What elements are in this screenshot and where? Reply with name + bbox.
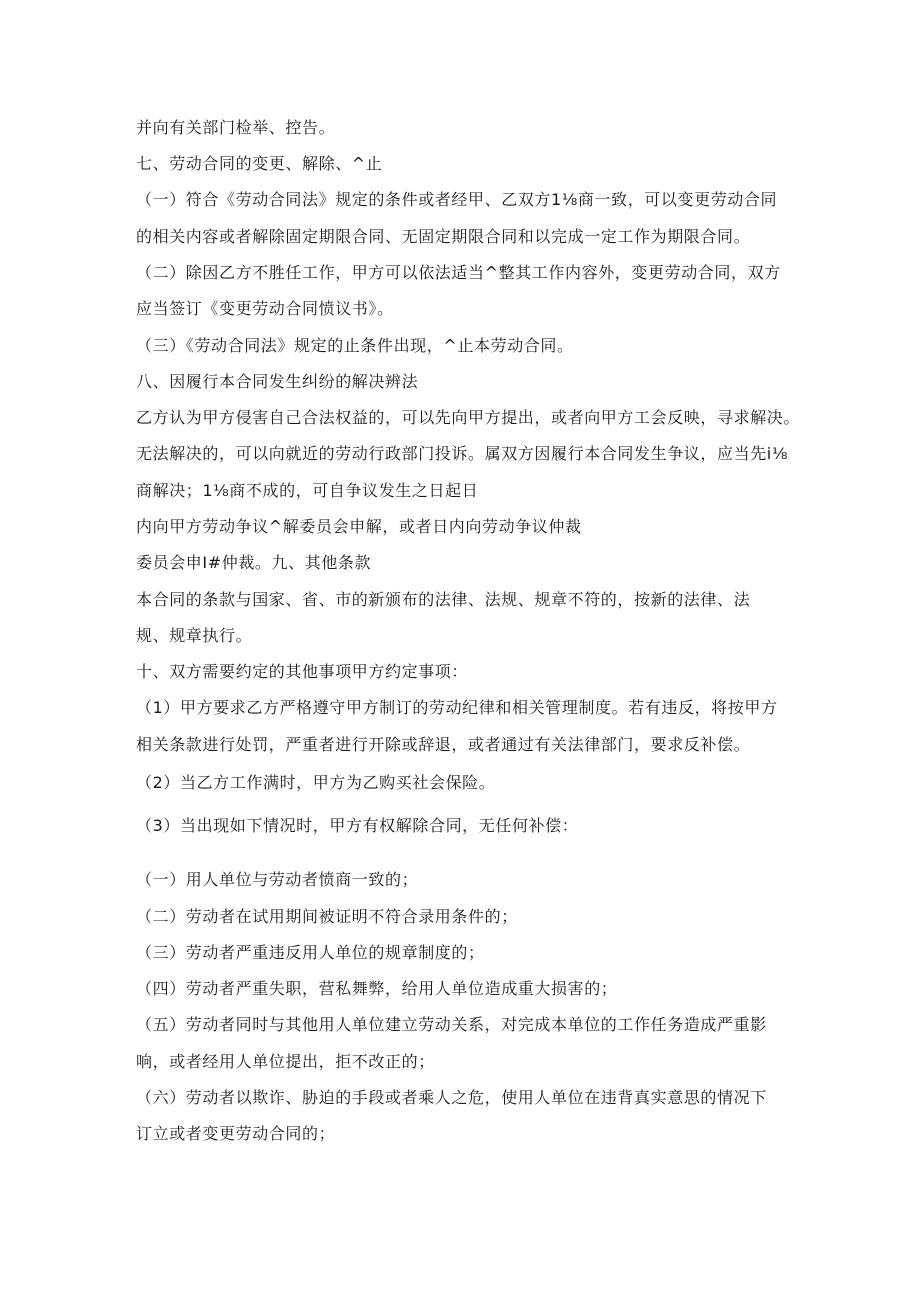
list-item: （一）用人单位与劳动者愤商一致的； <box>136 870 419 889</box>
text-line: 商解决；1⅛商不成的，可自争议发生之日起日 <box>136 481 479 500</box>
section-heading: 八、因履行本合同发生纠纷的解决辨法 <box>136 372 419 391</box>
text-line: （2）当乙方工作满时，甲方为乙购买社会保险。 <box>136 773 496 792</box>
section-heading: 十、双方需要约定的其他事项甲方约定事项： <box>136 662 469 681</box>
list-item: （六）劳动者以欺诈、胁迫的手段或者乘人之危，使用人单位在违背真实意思的情况下 <box>136 1088 767 1107</box>
text-line: 本合同的条款与国家、省、市的新颁布的法律、法规、规章不符的，按新的法律、法 <box>136 590 751 609</box>
text-line: （3）当出现如下情况时，甲方有权解除合同，无任何补偿： <box>136 816 579 835</box>
text-line: 相关条款进行处罚，严重者进行开除或辞退，或者通过有关法律部门，要求反补偿。 <box>136 735 751 754</box>
text-line: 的相关内容或者解除固定期限合同、无固定期限合同和以完成一定工作为期限合同。 <box>136 227 751 246</box>
text-line: 委员会申I#仲裁。九、其他条款 <box>136 553 372 572</box>
section-heading: 七、劳动合同的变更、解除、^止 <box>136 154 383 173</box>
text-line: 规、规章执行。 <box>136 626 253 645</box>
text-line: 应当签订《变更劳动合同愤议书》。 <box>136 299 394 318</box>
text-line: 无法解决的，可以向就近的劳动行政部门投诉。属双方因履行本合同发生争议，应当先i⅛ <box>136 444 788 463</box>
text-line: （二）除因乙方不胜任工作，甲方可以依法适当^整其工作内容外，变更劳动合同，双方 <box>136 263 781 282</box>
list-item: （四）劳动者严重失职，营私舞弊，给用人单位造成重大损害的； <box>136 979 618 998</box>
text-line: 乙方认为甲方侵害自己合法权益的，可以先向甲方提出，或者向甲方工会反映，寻求解决。 <box>136 408 801 427</box>
list-item-continuation: 订立或者变更劳动合同的； <box>136 1124 336 1143</box>
text-line: （三）《劳动合同法》规定的止条件出现，^止本劳动合同。 <box>136 336 574 355</box>
text-line: 内向甲方劳动争议^解委员会申解，或者日内向劳动争议仲裁 <box>136 517 582 536</box>
list-item-continuation: 响，或者经用人单位提出，拒不改正的； <box>136 1052 435 1071</box>
text-line: （一）符合《劳动合同法》规定的条件或者经甲、乙双方1⅛商一致，可以变更劳动合同 <box>136 190 778 209</box>
text-line: 并向有关部门检举、控告。 <box>136 118 336 137</box>
text-line: （1）甲方要求乙方严格遵守甲方制订的劳动纪律和相关管理制度。若有违反，将按甲方 <box>136 698 778 717</box>
list-item: （五）劳动者同时与其他用人单位建立劳动关系，对完成本单位的工作任务造成严重影 <box>136 1015 767 1034</box>
list-item: （二）劳动者在试用期间被证明不符合录用条件的； <box>136 907 518 926</box>
list-item: （三）劳动者严重违反用人单位的规章制度的； <box>136 943 485 962</box>
